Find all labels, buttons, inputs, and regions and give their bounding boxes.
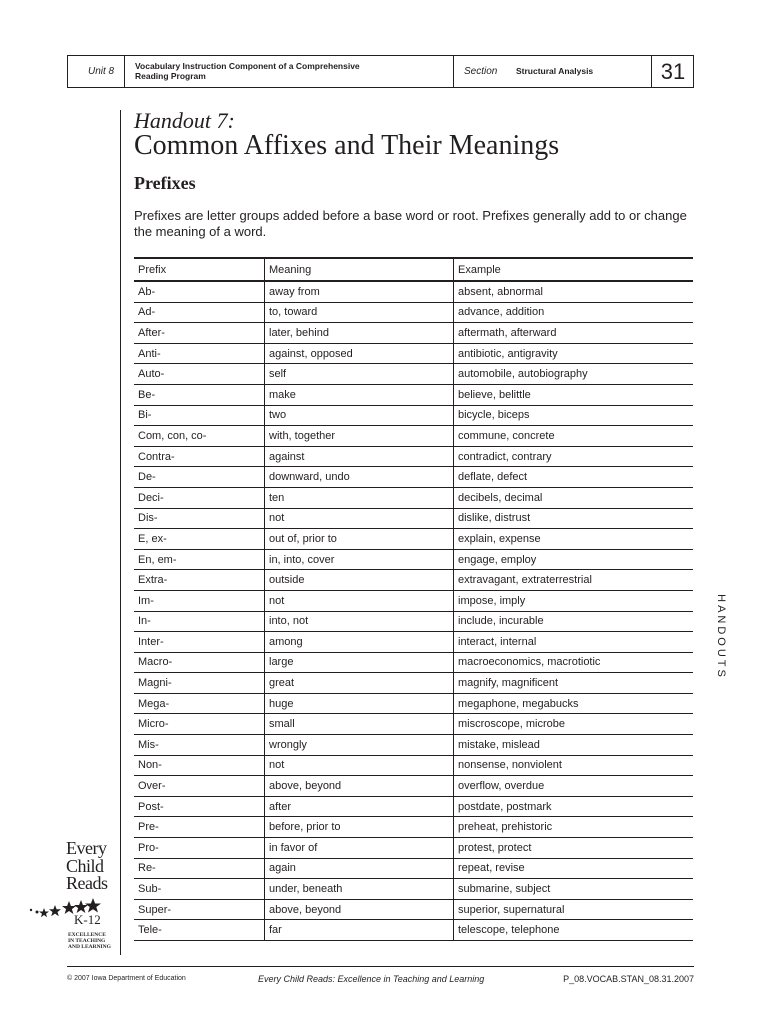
table-row bbox=[134, 755, 693, 776]
meaning-cell: great bbox=[265, 673, 454, 694]
table-row bbox=[134, 405, 693, 426]
stars-icon bbox=[28, 896, 118, 926]
table-row bbox=[134, 899, 693, 920]
example-cell: miscroscope, microbe bbox=[454, 714, 694, 735]
prefix-cell: After- bbox=[134, 323, 265, 344]
example-cell: include, incurable bbox=[454, 611, 694, 632]
meaning-cell: huge bbox=[265, 693, 454, 714]
example-cell: overflow, overdue bbox=[454, 776, 694, 797]
prefix-cell: Non- bbox=[134, 755, 265, 776]
prefix-cell: Magni- bbox=[134, 673, 265, 694]
prefix-cell: Auto- bbox=[134, 364, 265, 385]
section-heading: Prefixes bbox=[134, 173, 196, 193]
example-cell: deflate, defect bbox=[454, 467, 694, 488]
column-header-example: Example bbox=[454, 258, 694, 281]
meaning-cell: to, toward bbox=[265, 302, 454, 323]
table-row bbox=[134, 920, 693, 941]
table-row bbox=[134, 570, 693, 591]
meaning-cell: away from bbox=[265, 281, 454, 302]
prefix-cell: En, em- bbox=[134, 549, 265, 570]
prefix-cell: Pre- bbox=[134, 817, 265, 838]
meaning-cell: among bbox=[265, 632, 454, 653]
example-cell: superior, supernatural bbox=[454, 899, 694, 920]
example-cell: submarine, subject bbox=[454, 879, 694, 900]
prefix-cell: Bi- bbox=[134, 405, 265, 426]
example-cell: contradict, contrary bbox=[454, 446, 694, 467]
intro-paragraph: Prefixes are letter groups added before a base word or root. Prefixes generally add to or change the meaning of a word. bbox=[134, 208, 687, 239]
meaning-cell: in, into, cover bbox=[265, 549, 454, 570]
prefix-cell: Super- bbox=[134, 899, 265, 920]
table-row bbox=[134, 714, 693, 735]
meaning-cell: large bbox=[265, 652, 454, 673]
prefix-table bbox=[134, 257, 693, 941]
example-cell: commune, concrete bbox=[454, 426, 694, 447]
meaning-cell: ten bbox=[265, 487, 454, 508]
table-row bbox=[134, 529, 693, 550]
table-row bbox=[134, 426, 693, 447]
prefix-cell: Mega- bbox=[134, 693, 265, 714]
table-row bbox=[134, 384, 693, 405]
prefix-cell: De- bbox=[134, 467, 265, 488]
page-number: 31 bbox=[660, 59, 686, 84]
margin-rule bbox=[120, 110, 121, 955]
example-cell: repeat, revise bbox=[454, 858, 694, 879]
table-row bbox=[134, 549, 693, 570]
example-cell: engage, employ bbox=[454, 549, 694, 570]
example-cell: aftermath, afterward bbox=[454, 323, 694, 344]
column-header-prefix: Prefix bbox=[134, 258, 265, 281]
meaning-cell: under, beneath bbox=[265, 879, 454, 900]
meaning-cell: not bbox=[265, 590, 454, 611]
header-program-title: Vocabulary Instruction Component of a Comprehensive Reading Program bbox=[135, 61, 360, 81]
table-row bbox=[134, 858, 693, 879]
table-row bbox=[134, 817, 693, 838]
meaning-cell: above, beyond bbox=[265, 899, 454, 920]
prefix-cell: Mis- bbox=[134, 735, 265, 756]
table-row bbox=[134, 508, 693, 529]
example-cell: automobile, autobiography bbox=[454, 364, 694, 385]
handout-label: Handout 7: bbox=[134, 108, 235, 133]
example-cell: postdate, postmark bbox=[454, 796, 694, 817]
unit-label: Unit 8 bbox=[88, 66, 115, 77]
example-cell: bicycle, biceps bbox=[454, 405, 694, 426]
example-cell: megaphone, megabucks bbox=[454, 693, 694, 714]
prefix-cell: Deci- bbox=[134, 487, 265, 508]
section-label: Section bbox=[464, 66, 498, 77]
page-header bbox=[67, 55, 694, 88]
table-row bbox=[134, 879, 693, 900]
meaning-cell: out of, prior to bbox=[265, 529, 454, 550]
prefix-cell: Macro- bbox=[134, 652, 265, 673]
table-row bbox=[134, 364, 693, 385]
every-child-reads-logo: Every Child Reads K-12 EXCELLENCE IN TEACHING AND LEARNING bbox=[28, 838, 118, 956]
footer-rule bbox=[67, 966, 694, 967]
meaning-cell: into, not bbox=[265, 611, 454, 632]
meaning-cell: with, together bbox=[265, 426, 454, 447]
table-row bbox=[134, 467, 693, 488]
meaning-cell: small bbox=[265, 714, 454, 735]
prefix-cell: Extra- bbox=[134, 570, 265, 591]
table-row bbox=[134, 446, 693, 467]
meaning-cell: before, prior to bbox=[265, 817, 454, 838]
table-row bbox=[134, 673, 693, 694]
example-cell: protest, protect bbox=[454, 838, 694, 859]
prefix-cell: Com, con, co- bbox=[134, 426, 265, 447]
table-row bbox=[134, 735, 693, 756]
example-cell: antibiotic, antigravity bbox=[454, 343, 694, 364]
example-cell: impose, imply bbox=[454, 590, 694, 611]
meaning-cell: two bbox=[265, 405, 454, 426]
prefix-cell: Ab- bbox=[134, 281, 265, 302]
table-row bbox=[134, 487, 693, 508]
example-cell: nonsense, nonviolent bbox=[454, 755, 694, 776]
prefix-cell: Be- bbox=[134, 384, 265, 405]
example-cell: macroeconomics, macrotiotic bbox=[454, 652, 694, 673]
meaning-cell: make bbox=[265, 384, 454, 405]
prefix-cell: E, ex- bbox=[134, 529, 265, 550]
prefix-cell: Re- bbox=[134, 858, 265, 879]
table-row bbox=[134, 632, 693, 653]
table-row bbox=[134, 838, 693, 859]
example-cell: magnify, magnificent bbox=[454, 673, 694, 694]
prefix-cell: Im- bbox=[134, 590, 265, 611]
prefix-cell: Post- bbox=[134, 796, 265, 817]
header-divider bbox=[124, 56, 125, 87]
footer-series-title: Every Child Reads: Excellence in Teaching and Learning bbox=[258, 974, 485, 984]
example-cell: decibels, decimal bbox=[454, 487, 694, 508]
example-cell: telescope, telephone bbox=[454, 920, 694, 941]
side-tab bbox=[712, 592, 730, 682]
footer-document-code: P_08.VOCAB.STAN_08.31.2007 bbox=[563, 974, 694, 984]
meaning-cell: after bbox=[265, 796, 454, 817]
example-cell: advance, addition bbox=[454, 302, 694, 323]
meaning-cell: above, beyond bbox=[265, 776, 454, 797]
table-row bbox=[134, 302, 693, 323]
meaning-cell: in favor of bbox=[265, 838, 454, 859]
table-header-row bbox=[134, 258, 693, 281]
prefix-cell: Micro- bbox=[134, 714, 265, 735]
column-header-meaning: Meaning bbox=[265, 258, 454, 281]
meaning-cell: not bbox=[265, 755, 454, 776]
prefix-cell: Dis- bbox=[134, 508, 265, 529]
prefix-cell: Contra- bbox=[134, 446, 265, 467]
side-tab-label: HANDOUTS bbox=[715, 594, 727, 680]
page-title: Common Affixes and Their Meanings bbox=[134, 130, 560, 161]
meaning-cell: not bbox=[265, 508, 454, 529]
example-cell: interact, internal bbox=[454, 632, 694, 653]
example-cell: dislike, distrust bbox=[454, 508, 694, 529]
table-row bbox=[134, 343, 693, 364]
meaning-cell: downward, undo bbox=[265, 467, 454, 488]
prefix-cell: Ad- bbox=[134, 302, 265, 323]
example-cell: preheat, prehistoric bbox=[454, 817, 694, 838]
prefix-cell: Anti- bbox=[134, 343, 265, 364]
table-row bbox=[134, 652, 693, 673]
meaning-cell: outside bbox=[265, 570, 454, 591]
prefix-cell: Inter- bbox=[134, 632, 265, 653]
table-row bbox=[134, 693, 693, 714]
prefix-cell: Over- bbox=[134, 776, 265, 797]
meaning-cell: against, opposed bbox=[265, 343, 454, 364]
example-cell: absent, abnormal bbox=[454, 281, 694, 302]
header-divider bbox=[453, 56, 454, 87]
prefix-cell: In- bbox=[134, 611, 265, 632]
prefix-cell: Pro- bbox=[134, 838, 265, 859]
meaning-cell: later, behind bbox=[265, 323, 454, 344]
meaning-cell: far bbox=[265, 920, 454, 941]
table-row bbox=[134, 590, 693, 611]
prefix-cell: Tele- bbox=[134, 920, 265, 941]
table-row bbox=[134, 776, 693, 797]
prefix-cell: Sub- bbox=[134, 879, 265, 900]
table-row bbox=[134, 323, 693, 344]
section-value: Structural Analysis bbox=[516, 66, 594, 76]
table-row bbox=[134, 611, 693, 632]
meaning-cell: self bbox=[265, 364, 454, 385]
meaning-cell: wrongly bbox=[265, 735, 454, 756]
table-row bbox=[134, 796, 693, 817]
example-cell: extravagant, extraterrestrial bbox=[454, 570, 694, 591]
example-cell: mistake, mislead bbox=[454, 735, 694, 756]
table-row bbox=[134, 281, 693, 302]
meaning-cell: again bbox=[265, 858, 454, 879]
table-body bbox=[134, 281, 693, 941]
example-cell: believe, belittle bbox=[454, 384, 694, 405]
meaning-cell: against bbox=[265, 446, 454, 467]
example-cell: explain, expense bbox=[454, 529, 694, 550]
footer-copyright: © 2007 Iowa Department of Education bbox=[67, 975, 186, 982]
